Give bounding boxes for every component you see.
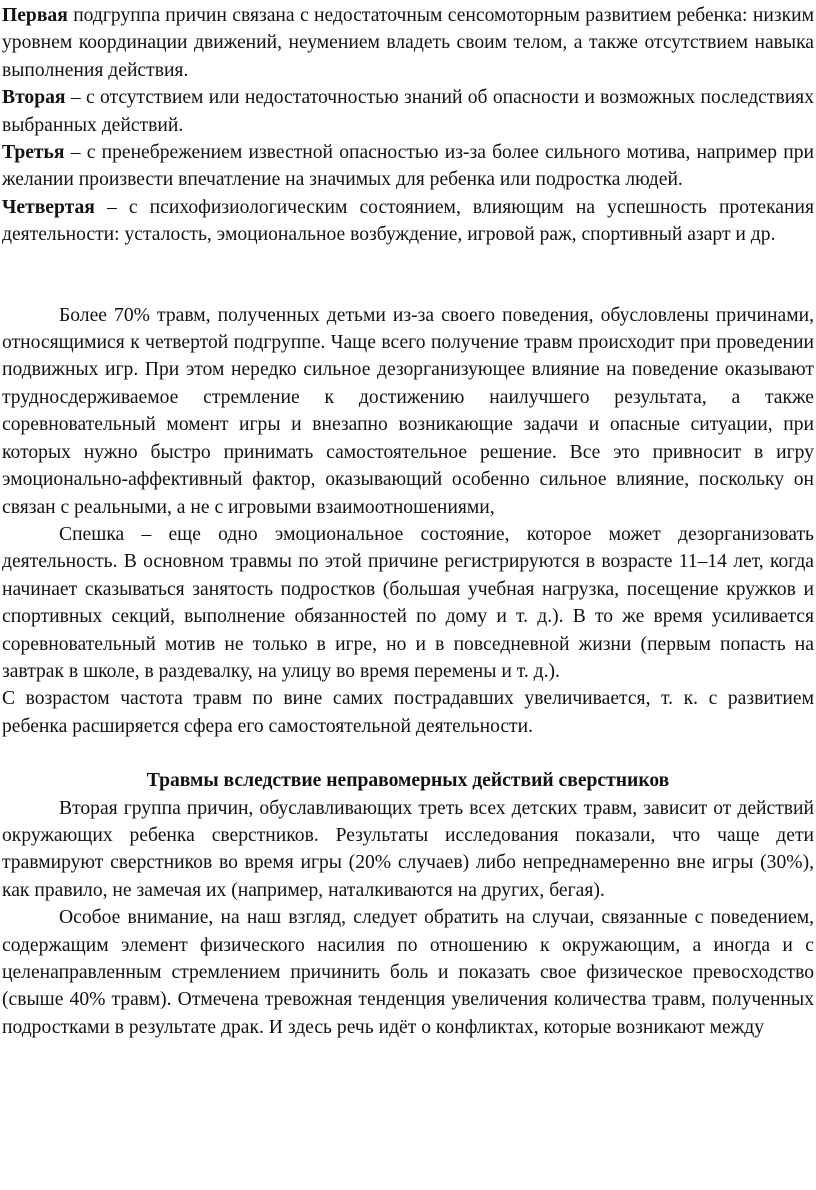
subgroup-second — [2, 84, 814, 139]
body-paragraph: Более 70% травм, полученных детьми из-за своего поведения, обусловлены причинами, относящимися к четвертой подгруппе. Чаще всего получение травм происходит при проведении подвижных игр. При этом нередко сильное дезорганизующее влияние на поведение оказывают трудносдерживаемое стремление к достижению наилучшего результата, а также соревновательный момент игры и внезапно возникающие задачи и опасные ситуации, при которых нужно быстро принимать самостоятельное решение. Все это привносит в игру эмоционально-аффективный фактор, оказывающий особенно сильное влияние, поскольку он связан с реальными, а не с игровыми взаимоотношениями, — [2, 304, 814, 518]
subgroup-term: Четвертая — [2, 196, 95, 218]
subgroup-term: Вторая — [2, 87, 66, 109]
body-paragraph: Особое внимание, на наш взгляд, следует обратить на случаи, связанные с поведением, содержащим элемент физического насилия по отношению к окружающим, а иногда и с целенаправленным стремлением причинить боль и показать свое физическое превосходство (свыше 40% травм). Отмечена тревожная тенденция увеличения количества травм, полученных подростками в результате драк. И здесь речь идёт о конфликтах, которые возникают между — [2, 907, 814, 1038]
subgroup-term: Первая — [2, 5, 68, 26]
body-paragraph: Вторая группа причин, обуславливающих треть всех детских травм, зависит от действий окружающих ребенка сверстников. Результаты исследования показали, что чаще дети травмируют сверстников во время игры (20% случаев) либо непреднамеренно вне игры (30%), как правило, не замечая их (например, наталкиваются на других, бегая). — [2, 797, 814, 901]
paragraph-spacer — [2, 249, 814, 302]
subgroup-third — [2, 139, 814, 194]
section-heading: Травмы вследствие неправомерных действий сверстников — [146, 770, 670, 792]
subgroup-term: Третья — [2, 142, 65, 164]
paragraph-spacer — [2, 740, 814, 767]
subgroup-first — [2, 2, 814, 84]
subgroup-text: подгруппа причин связана с недостаточным сенсомоторным развитием ребенка: низким уровнем координации движений, неумением владеть своим телом, а также отсутствием навыка выполнения действия. — [2, 5, 814, 81]
body-paragraph: С возрастом частота травм по вине самих пострадавших увеличивается, т. к. с развитием ребенка расширяется сфера его самостоятельной деятельности. — [2, 688, 814, 737]
subgroup-text: – с отсутствием или недостаточностью знаний об опасности и возможных последствиях выбранных действий. — [2, 87, 814, 136]
subgroup-text: – с психофизиологическим состоянием, влияющим на успешность протекания деятельности: усталость, эмоциональное возбуждение, игровой раж, спортивный азарт и др. — [2, 196, 814, 246]
body-paragraph: Спешка – еще одно эмоциональное состояние, которое может дезорганизовать деятельность. В основном травмы по этой причине регистрируются в возрасте 11–14 лет, когда начинает сказываться занятость подростков (большая учебная нагрузка, посещение кружков и спортивных секций, выполнение обязанностей по дому и т. д.). В то же время усиливается соревновательный мотив не только в игре, но и в повседневной жизни (первым попасть на завтрак в школе, в раздевалку, на улицу во время перемены и т. д.). — [2, 523, 814, 682]
subgroup-fourth — [2, 194, 814, 249]
subgroup-text: – с пренебрежением известной опасностью из-за более сильного мотива, например при желании произвести впечатление на значимых для ребенка или подростка людей. — [2, 142, 814, 191]
